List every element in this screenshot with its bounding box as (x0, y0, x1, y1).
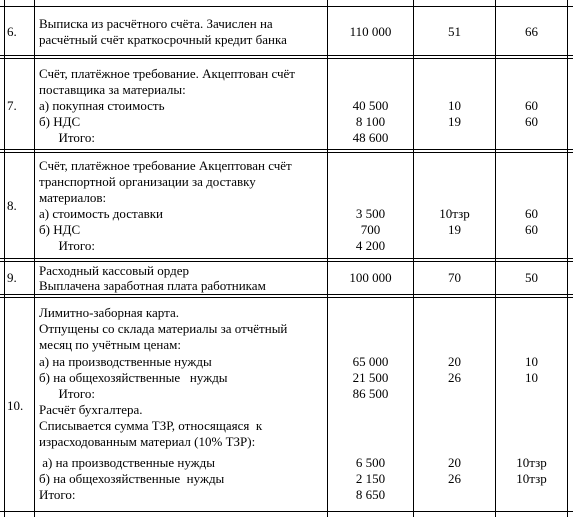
entry-number: 9. (7, 270, 17, 285)
entry-number: 6. (7, 24, 17, 39)
debit-account: 10тзр (439, 206, 470, 221)
entry-number: 8. (7, 198, 17, 213)
credit-account: 10тзр (516, 455, 547, 470)
entry-description-line: Итого: (39, 238, 96, 253)
column-divider (567, 0, 568, 517)
entry-description-line: б) на общехозяйственные нужды (39, 471, 225, 486)
entry-description-line: а) стоимость доставки (39, 206, 163, 221)
entry-description-line: Расчёт бухгалтера. (39, 402, 143, 417)
entry-amount: 21 500 (352, 370, 389, 385)
entry-description-line: б) НДС (39, 222, 81, 237)
credit-account: 10 (525, 354, 538, 369)
entry-number: 10. (7, 398, 24, 413)
entry-description-line: израсходованным материал (10% ТЗР): (39, 434, 256, 449)
entry-amount: 8 650 (355, 487, 386, 502)
entry-description-line: Лимитно-заборная карта. (39, 305, 179, 320)
entry-description-line: Выплачена заработная плата работникам (39, 278, 266, 293)
credit-account: 60 (525, 222, 538, 237)
entry-amount: 110 000 (349, 24, 392, 39)
entry-description-line: Выписка из расчётного счёта. Зачислен на (39, 16, 273, 31)
row-divider (0, 258, 573, 262)
entry-amount: 65 000 (352, 354, 389, 369)
entry-description-line: Итого: (39, 487, 76, 502)
debit-account: 20 (448, 354, 461, 369)
entry-description-line: Отпущены со склада материалы за отчётный (39, 321, 288, 336)
debit-account: 26 (448, 471, 461, 486)
row-divider (0, 149, 573, 153)
row-divider (0, 6, 573, 7)
entry-amount: 6 500 (355, 455, 386, 470)
entry-amount: 8 100 (355, 114, 386, 129)
entry-amount: 3 500 (355, 206, 386, 221)
entry-description-line: поставщика за материалы: (39, 82, 186, 97)
credit-account: 60 (525, 114, 538, 129)
column-divider (4, 0, 5, 517)
row-divider (0, 294, 573, 298)
entry-amount: 4 200 (355, 238, 386, 253)
entry-amount: 86 500 (352, 386, 389, 401)
debit-account: 51 (448, 24, 461, 39)
entry-description-line: Расходный кассовый ордер (39, 263, 189, 278)
entry-description-line: Итого: (39, 130, 96, 145)
entry-description-line: Счёт, платёжное требование. Акцептован счёт (39, 66, 295, 81)
column-divider (413, 0, 414, 517)
credit-account: 10тзр (516, 471, 547, 486)
entry-description-line: а) на производственные нужды (39, 455, 215, 470)
row-divider (0, 511, 573, 512)
credit-account: 60 (525, 98, 538, 113)
entry-description-line: б) НДС (39, 114, 81, 129)
entry-description-line: а) покупная стоимость (39, 98, 165, 113)
entry-description-line: материалов: (39, 190, 107, 205)
credit-account: 10 (525, 370, 538, 385)
credit-account: 50 (525, 270, 538, 285)
entry-description-line: а) на производственные нужды (39, 354, 212, 369)
entry-description-line: транспортной организации за доставку (39, 174, 256, 189)
entry-amount: 100 000 (349, 270, 392, 285)
entry-description-line: месяц по учётным ценам: (39, 337, 181, 352)
debit-account: 10 (448, 98, 461, 113)
entry-description-line: расчётный счёт краткосрочный кредит банка (39, 32, 287, 47)
entry-amount: 48 600 (352, 130, 389, 145)
entry-amount: 40 500 (352, 98, 389, 113)
row-divider (0, 55, 573, 59)
debit-account: 19 (448, 114, 461, 129)
debit-account: 26 (448, 370, 461, 385)
entry-description-line: Счёт, платёжное требование Акцептован счёт (39, 158, 292, 173)
credit-account: 66 (525, 24, 538, 39)
credit-account: 60 (525, 206, 538, 221)
entry-amount: 2 150 (355, 471, 386, 486)
entry-description-line: Списывается сумма ТЗР, относящаяся к (39, 418, 263, 433)
entry-description-line: б) на общехозяйственные нужды (39, 370, 228, 385)
debit-account: 70 (448, 270, 461, 285)
column-divider (34, 0, 35, 517)
entry-number: 7. (7, 98, 17, 113)
entry-description-line: Итого: (39, 386, 96, 401)
debit-account: 20 (448, 455, 461, 470)
column-divider (327, 0, 328, 517)
column-divider (495, 0, 496, 517)
debit-account: 19 (448, 222, 461, 237)
entry-amount: 700 (360, 222, 381, 237)
